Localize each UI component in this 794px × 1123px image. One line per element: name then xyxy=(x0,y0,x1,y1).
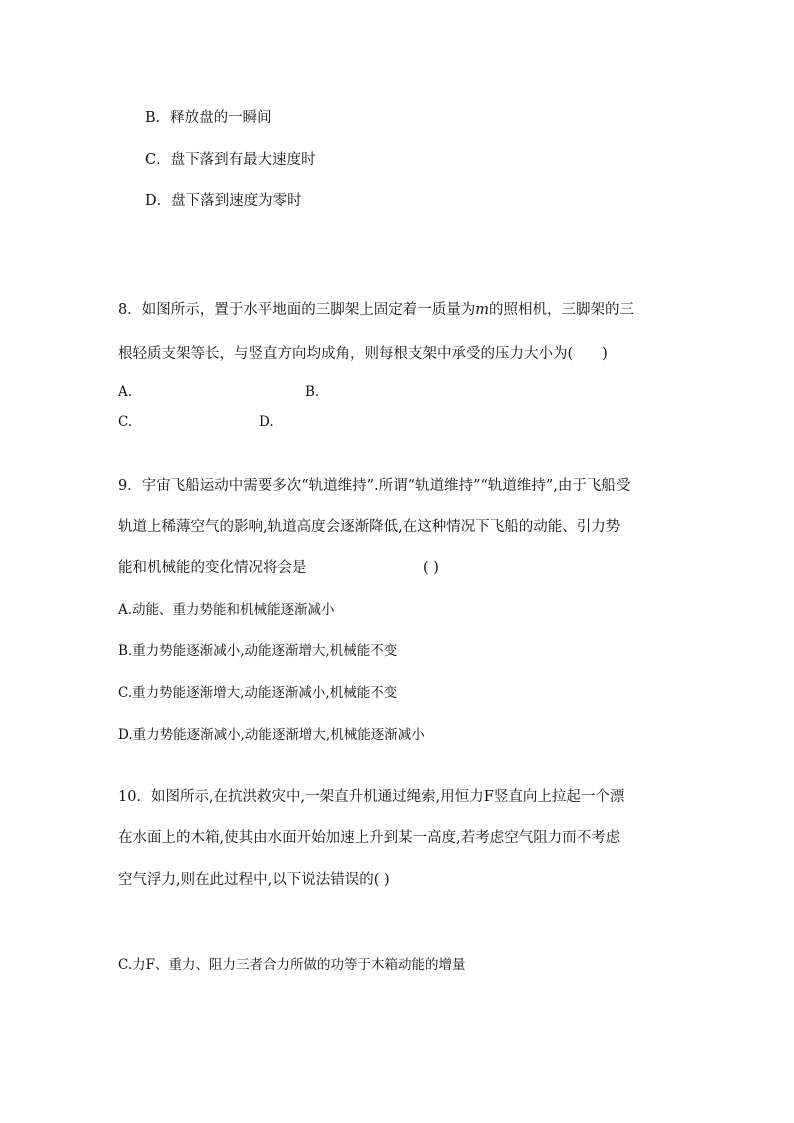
question-9-option-c: C.重力势能逐渐增大,动能逐渐减小,机械能不变 xyxy=(118,685,398,701)
question-9-stem-line-3: 能和机械能的变化情况将会是 xyxy=(118,560,307,576)
option-c-previous: C．盘下落到有最大速度时 xyxy=(145,152,316,168)
question-8-stem-part-1: 8．如图所示，置于水平地面的三脚架上固定着一质量为 xyxy=(118,302,476,318)
question-10-option-c: C.力F、重力、阻力三者合力所做的功等于木箱动能的增量 xyxy=(118,957,466,973)
question-8-stem-line-1 xyxy=(118,300,634,320)
question-8-option-b: B. xyxy=(305,384,320,400)
question-8-stem-line-2: 根轻质支架等长，与竖直方向均成角，则每根支架中承受的压力大小为( ) xyxy=(118,346,608,362)
question-9-answer-paren: ( ) xyxy=(423,560,439,576)
question-10-stem-line-3: 空气浮力,则在此过程中,以下说法错误的( ) xyxy=(118,872,390,888)
question-8-option-a: A. xyxy=(118,384,133,400)
question-9-option-b: B.重力势能逐渐减小,动能逐渐增大,机械能不变 xyxy=(118,643,398,659)
question-9-option-d: D.重力势能逐渐减小,动能逐渐增大,机械能逐渐减小 xyxy=(118,727,425,743)
question-8-stem-part-2: 的照相机，三脚架的三 xyxy=(488,302,634,318)
question-8-option-c: C. xyxy=(118,414,133,430)
question-8-variable-m: m xyxy=(475,302,489,318)
option-b-previous: B．释放盘的一瞬间 xyxy=(145,110,272,126)
question-8-option-d: D. xyxy=(259,414,274,430)
option-d-previous: D．盘下落到速度为零时 xyxy=(145,193,302,209)
question-10-stem-line-1: 10．如图所示,在抗洪救灾中,一架直升机通过绳索,用恒力F竖直向上拉起一个漂 xyxy=(118,789,625,805)
question-10-stem-line-2: 在水面上的木箱,使其由水面开始加速上升到某一高度,若考虑空气阻力而不考虑 xyxy=(118,830,621,846)
question-9-stem-line-1: 9．宇宙飞船运动中需要多次“轨道维持”.所谓“轨道维持”“轨道维持”,由于飞船受 xyxy=(118,478,631,494)
question-9-stem-line-2: 轨道上稀薄空气的影响,轨道高度会逐渐降低,在这种情况下飞船的动能、引力势 xyxy=(118,519,621,535)
question-9-option-a: A.动能、重力势能和机械能逐渐减小 xyxy=(118,602,335,618)
